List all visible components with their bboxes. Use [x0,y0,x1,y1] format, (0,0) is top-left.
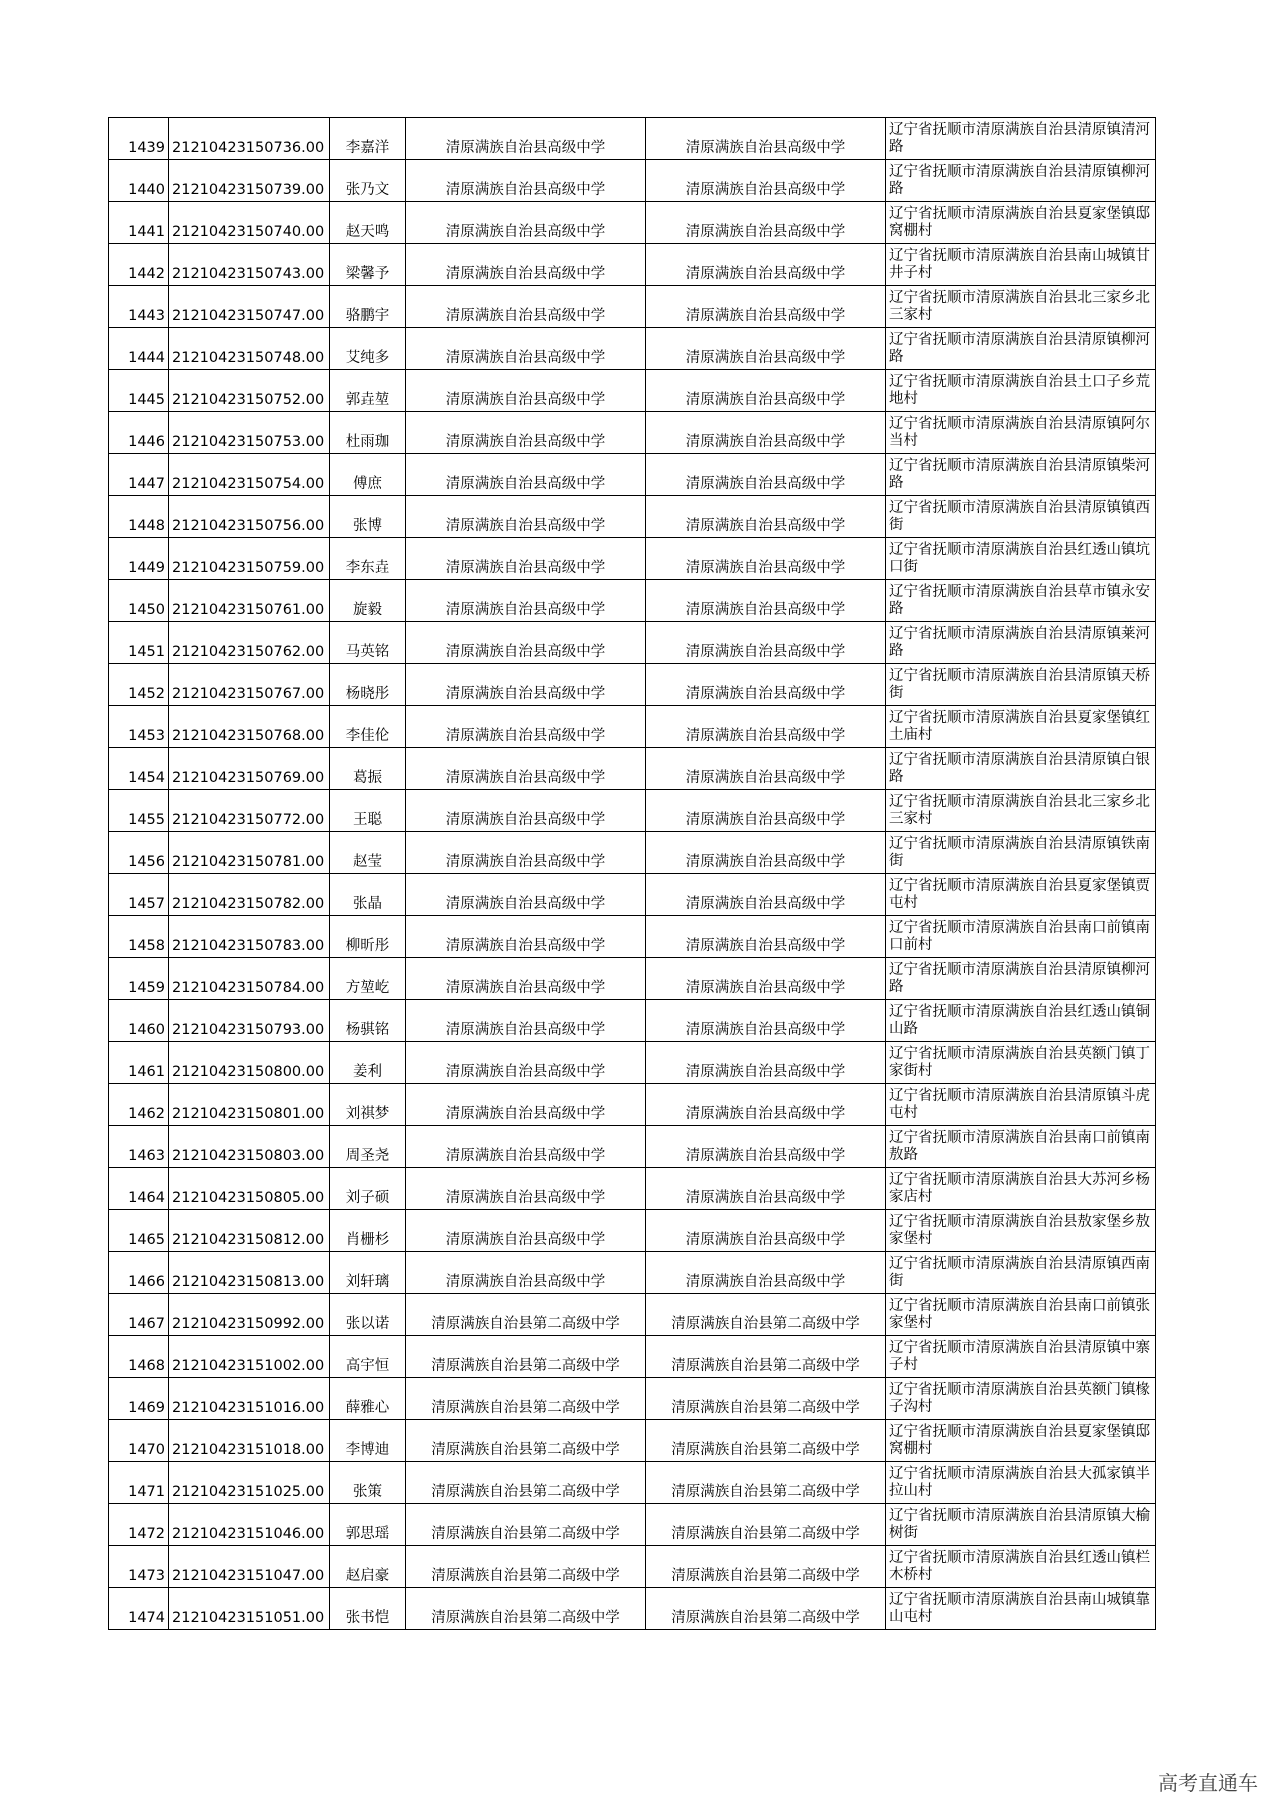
row-index-cell: 1466 [109,1252,169,1294]
row-index-cell: 1440 [109,160,169,202]
student-name-cell: 葛振 [330,748,406,790]
row-index-cell: 1442 [109,244,169,286]
table-row [109,496,1156,538]
table-row [109,370,1156,412]
admission-school-cell: 清原满族自治县高级中学 [646,832,886,874]
home-address-cell: 辽宁省抚顺市清原满族自治县清原镇柳河路 [886,160,1156,202]
table-row [109,790,1156,832]
exam-number-cell: 21210423151002.00 [169,1336,330,1378]
school-name-cell: 清原满族自治县高级中学 [406,1168,646,1210]
row-index-cell: 1456 [109,832,169,874]
student-name-cell: 郭思瑶 [330,1504,406,1546]
student-name-cell: 马英铭 [330,622,406,664]
home-address-cell: 辽宁省抚顺市清原满族自治县南山城镇甘井子村 [886,244,1156,286]
exam-number-cell: 21210423150761.00 [169,580,330,622]
admission-school-cell: 清原满族自治县高级中学 [646,748,886,790]
table-row [109,1546,1156,1588]
student-name-cell: 杨晓彤 [330,664,406,706]
student-name-cell: 张晶 [330,874,406,916]
admission-school-cell: 清原满族自治县高级中学 [646,244,886,286]
exam-number-cell: 21210423150783.00 [169,916,330,958]
admission-school-cell: 清原满族自治县高级中学 [646,454,886,496]
row-index-cell: 1462 [109,1084,169,1126]
home-address-cell: 辽宁省抚顺市清原满族自治县清原镇西南街 [886,1252,1156,1294]
table-row [109,1588,1156,1630]
row-index-cell: 1457 [109,874,169,916]
home-address-cell: 辽宁省抚顺市清原满族自治县清原镇白银路 [886,748,1156,790]
home-address-cell: 辽宁省抚顺市清原满族自治县北三家乡北三家村 [886,790,1156,832]
admission-school-cell: 清原满族自治县第二高级中学 [646,1462,886,1504]
exam-number-cell: 21210423150784.00 [169,958,330,1000]
exam-number-cell: 21210423150762.00 [169,622,330,664]
table-row [109,622,1156,664]
table-row [109,664,1156,706]
student-name-cell: 杜雨珈 [330,412,406,454]
exam-number-cell: 21210423150801.00 [169,1084,330,1126]
exam-number-cell: 21210423150782.00 [169,874,330,916]
home-address-cell: 辽宁省抚顺市清原满族自治县清原镇清河路 [886,118,1156,160]
exam-number-cell: 21210423150768.00 [169,706,330,748]
home-address-cell: 辽宁省抚顺市清原满族自治县敖家堡乡敖家堡村 [886,1210,1156,1252]
school-name-cell: 清原满族自治县高级中学 [406,1210,646,1252]
student-name-cell: 赵天鸣 [330,202,406,244]
row-index-cell: 1439 [109,118,169,160]
student-name-cell: 刘轩璃 [330,1252,406,1294]
exam-number-cell: 21210423150740.00 [169,202,330,244]
row-index-cell: 1447 [109,454,169,496]
table-row [109,202,1156,244]
home-address-cell: 辽宁省抚顺市清原满族自治县清原镇柳河路 [886,328,1156,370]
table-row [109,538,1156,580]
admission-school-cell: 清原满族自治县高级中学 [646,790,886,832]
school-name-cell: 清原满族自治县第二高级中学 [406,1546,646,1588]
student-name-cell: 李东垚 [330,538,406,580]
row-index-cell: 1473 [109,1546,169,1588]
admission-school-cell: 清原满族自治县第二高级中学 [646,1336,886,1378]
home-address-cell: 辽宁省抚顺市清原满族自治县夏家堡镇红土庙村 [886,706,1156,748]
school-name-cell: 清原满族自治县高级中学 [406,244,646,286]
home-address-cell: 辽宁省抚顺市清原满族自治县夏家堡镇邸窝棚村 [886,1420,1156,1462]
row-index-cell: 1458 [109,916,169,958]
student-name-cell: 骆鹏宇 [330,286,406,328]
admission-school-cell: 清原满族自治县高级中学 [646,958,886,1000]
table-row [109,916,1156,958]
student-name-cell: 张博 [330,496,406,538]
row-index-cell: 1445 [109,370,169,412]
student-name-cell: 李佳伦 [330,706,406,748]
home-address-cell: 辽宁省抚顺市清原满族自治县清原镇斗虎屯村 [886,1084,1156,1126]
home-address-cell: 辽宁省抚顺市清原满族自治县清原镇阿尔当村 [886,412,1156,454]
school-name-cell: 清原满族自治县高级中学 [406,370,646,412]
student-name-cell: 旋毅 [330,580,406,622]
row-index-cell: 1455 [109,790,169,832]
school-name-cell: 清原满族自治县高级中学 [406,412,646,454]
table-row [109,706,1156,748]
home-address-cell: 辽宁省抚顺市清原满族自治县清原镇莱河路 [886,622,1156,664]
admission-school-cell: 清原满族自治县高级中学 [646,706,886,748]
school-name-cell: 清原满族自治县高级中学 [406,160,646,202]
exam-number-cell: 21210423150781.00 [169,832,330,874]
exam-number-cell: 21210423150772.00 [169,790,330,832]
admission-school-cell: 清原满族自治县高级中学 [646,538,886,580]
exam-number-cell: 21210423150805.00 [169,1168,330,1210]
row-index-cell: 1470 [109,1420,169,1462]
home-address-cell: 辽宁省抚顺市清原满族自治县大孤家镇半拉山村 [886,1462,1156,1504]
table-row [109,1126,1156,1168]
school-name-cell: 清原满族自治县高级中学 [406,580,646,622]
table-row [109,1252,1156,1294]
table-row [109,454,1156,496]
school-name-cell: 清原满族自治县高级中学 [406,1084,646,1126]
table-row [109,958,1156,1000]
admission-school-cell: 清原满族自治县高级中学 [646,496,886,538]
exam-number-cell: 21210423150803.00 [169,1126,330,1168]
home-address-cell: 辽宁省抚顺市清原满族自治县清原镇柳河路 [886,958,1156,1000]
home-address-cell: 辽宁省抚顺市清原满族自治县红透山镇铜山路 [886,1000,1156,1042]
exam-number-cell: 21210423151051.00 [169,1588,330,1630]
school-name-cell: 清原满族自治县高级中学 [406,496,646,538]
home-address-cell: 辽宁省抚顺市清原满族自治县草市镇永安路 [886,580,1156,622]
student-name-cell: 张以诺 [330,1294,406,1336]
exam-number-cell: 21210423150992.00 [169,1294,330,1336]
school-name-cell: 清原满族自治县第二高级中学 [406,1420,646,1462]
student-name-cell: 薛雅心 [330,1378,406,1420]
home-address-cell: 辽宁省抚顺市清原满族自治县夏家堡镇贾屯村 [886,874,1156,916]
table-row [109,1168,1156,1210]
admission-school-cell: 清原满族自治县高级中学 [646,286,886,328]
row-index-cell: 1454 [109,748,169,790]
table-row [109,1462,1156,1504]
school-name-cell: 清原满族自治县高级中学 [406,328,646,370]
table-row [109,1000,1156,1042]
row-index-cell: 1449 [109,538,169,580]
row-index-cell: 1460 [109,1000,169,1042]
home-address-cell: 辽宁省抚顺市清原满族自治县北三家乡北三家村 [886,286,1156,328]
admission-school-cell: 清原满族自治县高级中学 [646,916,886,958]
home-address-cell: 辽宁省抚顺市清原满族自治县南口前镇南口前村 [886,916,1156,958]
home-address-cell: 辽宁省抚顺市清原满族自治县清原镇天桥街 [886,664,1156,706]
admission-school-cell: 清原满族自治县第二高级中学 [646,1420,886,1462]
row-index-cell: 1448 [109,496,169,538]
school-name-cell: 清原满族自治县高级中学 [406,748,646,790]
home-address-cell: 辽宁省抚顺市清原满族自治县南口前镇南敖路 [886,1126,1156,1168]
school-name-cell: 清原满族自治县第二高级中学 [406,1504,646,1546]
table-row [109,286,1156,328]
row-index-cell: 1451 [109,622,169,664]
table-row [109,118,1156,160]
row-index-cell: 1464 [109,1168,169,1210]
school-name-cell: 清原满族自治县高级中学 [406,1126,646,1168]
student-name-cell: 方堃屹 [330,958,406,1000]
table-row [109,1378,1156,1420]
student-name-cell: 高宇恒 [330,1336,406,1378]
school-name-cell: 清原满族自治县高级中学 [406,706,646,748]
admission-school-cell: 清原满族自治县第二高级中学 [646,1546,886,1588]
student-name-cell: 姜利 [330,1042,406,1084]
admission-school-cell: 清原满族自治县高级中学 [646,370,886,412]
admission-school-cell: 清原满族自治县高级中学 [646,580,886,622]
student-name-cell: 柳昕彤 [330,916,406,958]
table-row [109,1294,1156,1336]
exam-number-cell: 21210423150743.00 [169,244,330,286]
admission-school-cell: 清原满族自治县高级中学 [646,664,886,706]
exam-number-cell: 21210423151018.00 [169,1420,330,1462]
exam-number-cell: 21210423150812.00 [169,1210,330,1252]
student-name-cell: 周圣尧 [330,1126,406,1168]
school-name-cell: 清原满族自治县高级中学 [406,958,646,1000]
home-address-cell: 辽宁省抚顺市清原满族自治县英额门镇丁家街村 [886,1042,1156,1084]
exam-number-cell: 21210423150767.00 [169,664,330,706]
exam-number-cell: 21210423150756.00 [169,496,330,538]
school-name-cell: 清原满族自治县第二高级中学 [406,1588,646,1630]
school-name-cell: 清原满族自治县高级中学 [406,538,646,580]
table-row [109,748,1156,790]
student-name-cell: 赵启豪 [330,1546,406,1588]
school-name-cell: 清原满族自治县高级中学 [406,916,646,958]
home-address-cell: 辽宁省抚顺市清原满族自治县南山城镇靠山屯村 [886,1588,1156,1630]
exam-number-cell: 21210423150800.00 [169,1042,330,1084]
table-row [109,580,1156,622]
student-name-cell: 梁馨予 [330,244,406,286]
student-name-cell: 张书恺 [330,1588,406,1630]
home-address-cell: 辽宁省抚顺市清原满族自治县清原镇镇西街 [886,496,1156,538]
home-address-cell: 辽宁省抚顺市清原满族自治县红透山镇栏木桥村 [886,1546,1156,1588]
home-address-cell: 辽宁省抚顺市清原满族自治县红透山镇坑口街 [886,538,1156,580]
home-address-cell: 辽宁省抚顺市清原满族自治县清原镇大榆树街 [886,1504,1156,1546]
exam-number-cell: 21210423150813.00 [169,1252,330,1294]
watermark-text: 高考直通车 [1158,1771,1258,1795]
exam-number-cell: 21210423150759.00 [169,538,330,580]
table-row [109,832,1156,874]
exam-number-cell: 21210423150748.00 [169,328,330,370]
exam-number-cell: 21210423151047.00 [169,1546,330,1588]
admission-school-cell: 清原满族自治县高级中学 [646,1210,886,1252]
row-index-cell: 1446 [109,412,169,454]
row-index-cell: 1450 [109,580,169,622]
admission-school-cell: 清原满族自治县高级中学 [646,1168,886,1210]
row-index-cell: 1472 [109,1504,169,1546]
admission-school-cell: 清原满族自治县高级中学 [646,1084,886,1126]
exam-number-cell: 21210423151016.00 [169,1378,330,1420]
row-index-cell: 1443 [109,286,169,328]
home-address-cell: 辽宁省抚顺市清原满族自治县夏家堡镇邸窝棚村 [886,202,1156,244]
home-address-cell: 辽宁省抚顺市清原满族自治县大苏河乡杨家店村 [886,1168,1156,1210]
school-name-cell: 清原满族自治县高级中学 [406,286,646,328]
table-row [109,1504,1156,1546]
exam-number-cell: 21210423150753.00 [169,412,330,454]
admission-school-cell: 清原满族自治县第二高级中学 [646,1378,886,1420]
exam-number-cell: 21210423151025.00 [169,1462,330,1504]
student-name-cell: 刘子硕 [330,1168,406,1210]
table-row [109,1042,1156,1084]
admission-school-cell: 清原满族自治县高级中学 [646,412,886,454]
school-name-cell: 清原满族自治县高级中学 [406,118,646,160]
table-row [109,1336,1156,1378]
school-name-cell: 清原满族自治县高级中学 [406,454,646,496]
table-row [109,1084,1156,1126]
row-index-cell: 1441 [109,202,169,244]
school-name-cell: 清原满族自治县高级中学 [406,874,646,916]
admission-school-cell: 清原满族自治县高级中学 [646,874,886,916]
home-address-cell: 辽宁省抚顺市清原满族自治县清原镇铁南街 [886,832,1156,874]
row-index-cell: 1469 [109,1378,169,1420]
school-name-cell: 清原满族自治县高级中学 [406,664,646,706]
school-name-cell: 清原满族自治县高级中学 [406,790,646,832]
school-name-cell: 清原满族自治县高级中学 [406,1252,646,1294]
school-name-cell: 清原满族自治县第二高级中学 [406,1336,646,1378]
row-index-cell: 1468 [109,1336,169,1378]
student-name-cell: 张策 [330,1462,406,1504]
table-row [109,412,1156,454]
school-name-cell: 清原满族自治县高级中学 [406,832,646,874]
student-list-table [108,117,1156,1630]
student-name-cell: 傅庶 [330,454,406,496]
row-index-cell: 1444 [109,328,169,370]
table-row [109,874,1156,916]
school-name-cell: 清原满族自治县第二高级中学 [406,1378,646,1420]
row-index-cell: 1463 [109,1126,169,1168]
row-index-cell: 1461 [109,1042,169,1084]
student-name-cell: 王聪 [330,790,406,832]
exam-number-cell: 21210423150754.00 [169,454,330,496]
home-address-cell: 辽宁省抚顺市清原满族自治县土口子乡荒地村 [886,370,1156,412]
school-name-cell: 清原满族自治县高级中学 [406,1042,646,1084]
student-name-cell: 刘祺梦 [330,1084,406,1126]
table-row [109,1210,1156,1252]
admission-school-cell: 清原满族自治县高级中学 [646,1042,886,1084]
admission-school-cell: 清原满族自治县高级中学 [646,160,886,202]
table-row [109,1420,1156,1462]
row-index-cell: 1465 [109,1210,169,1252]
school-name-cell: 清原满族自治县高级中学 [406,1000,646,1042]
school-name-cell: 清原满族自治县第二高级中学 [406,1294,646,1336]
exam-number-cell: 21210423150752.00 [169,370,330,412]
student-name-cell: 张乃文 [330,160,406,202]
admission-school-cell: 清原满族自治县高级中学 [646,118,886,160]
exam-number-cell: 21210423150747.00 [169,286,330,328]
table-body [109,118,1156,1630]
admission-school-cell: 清原满族自治县高级中学 [646,1252,886,1294]
home-address-cell: 辽宁省抚顺市清原满族自治县清原镇中寨子村 [886,1336,1156,1378]
exam-number-cell: 21210423150739.00 [169,160,330,202]
admission-school-cell: 清原满族自治县第二高级中学 [646,1294,886,1336]
admission-school-cell: 清原满族自治县高级中学 [646,622,886,664]
admission-school-cell: 清原满族自治县高级中学 [646,1000,886,1042]
row-index-cell: 1453 [109,706,169,748]
admission-school-cell: 清原满族自治县高级中学 [646,1126,886,1168]
home-address-cell: 辽宁省抚顺市清原满族自治县南口前镇张家堡村 [886,1294,1156,1336]
table-row [109,328,1156,370]
home-address-cell: 辽宁省抚顺市清原满族自治县清原镇柴河路 [886,454,1156,496]
exam-number-cell: 21210423150769.00 [169,748,330,790]
school-name-cell: 清原满族自治县高级中学 [406,202,646,244]
home-address-cell: 辽宁省抚顺市清原满族自治县英额门镇椽子沟村 [886,1378,1156,1420]
row-index-cell: 1467 [109,1294,169,1336]
admission-school-cell: 清原满族自治县第二高级中学 [646,1588,886,1630]
row-index-cell: 1471 [109,1462,169,1504]
exam-number-cell: 21210423151046.00 [169,1504,330,1546]
student-name-cell: 郭垚堃 [330,370,406,412]
table-row [109,244,1156,286]
student-name-cell: 杨骐铭 [330,1000,406,1042]
row-index-cell: 1452 [109,664,169,706]
admission-school-cell: 清原满族自治县高级中学 [646,328,886,370]
exam-number-cell: 21210423150793.00 [169,1000,330,1042]
row-index-cell: 1459 [109,958,169,1000]
student-name-cell: 李嘉洋 [330,118,406,160]
student-name-cell: 李博迪 [330,1420,406,1462]
school-name-cell: 清原满族自治县高级中学 [406,622,646,664]
exam-number-cell: 21210423150736.00 [169,118,330,160]
school-name-cell: 清原满族自治县第二高级中学 [406,1462,646,1504]
admission-school-cell: 清原满族自治县高级中学 [646,202,886,244]
student-name-cell: 肖栅杉 [330,1210,406,1252]
student-name-cell: 艾纯多 [330,328,406,370]
admission-school-cell: 清原满族自治县第二高级中学 [646,1504,886,1546]
row-index-cell: 1474 [109,1588,169,1630]
student-name-cell: 赵莹 [330,832,406,874]
table-row [109,160,1156,202]
